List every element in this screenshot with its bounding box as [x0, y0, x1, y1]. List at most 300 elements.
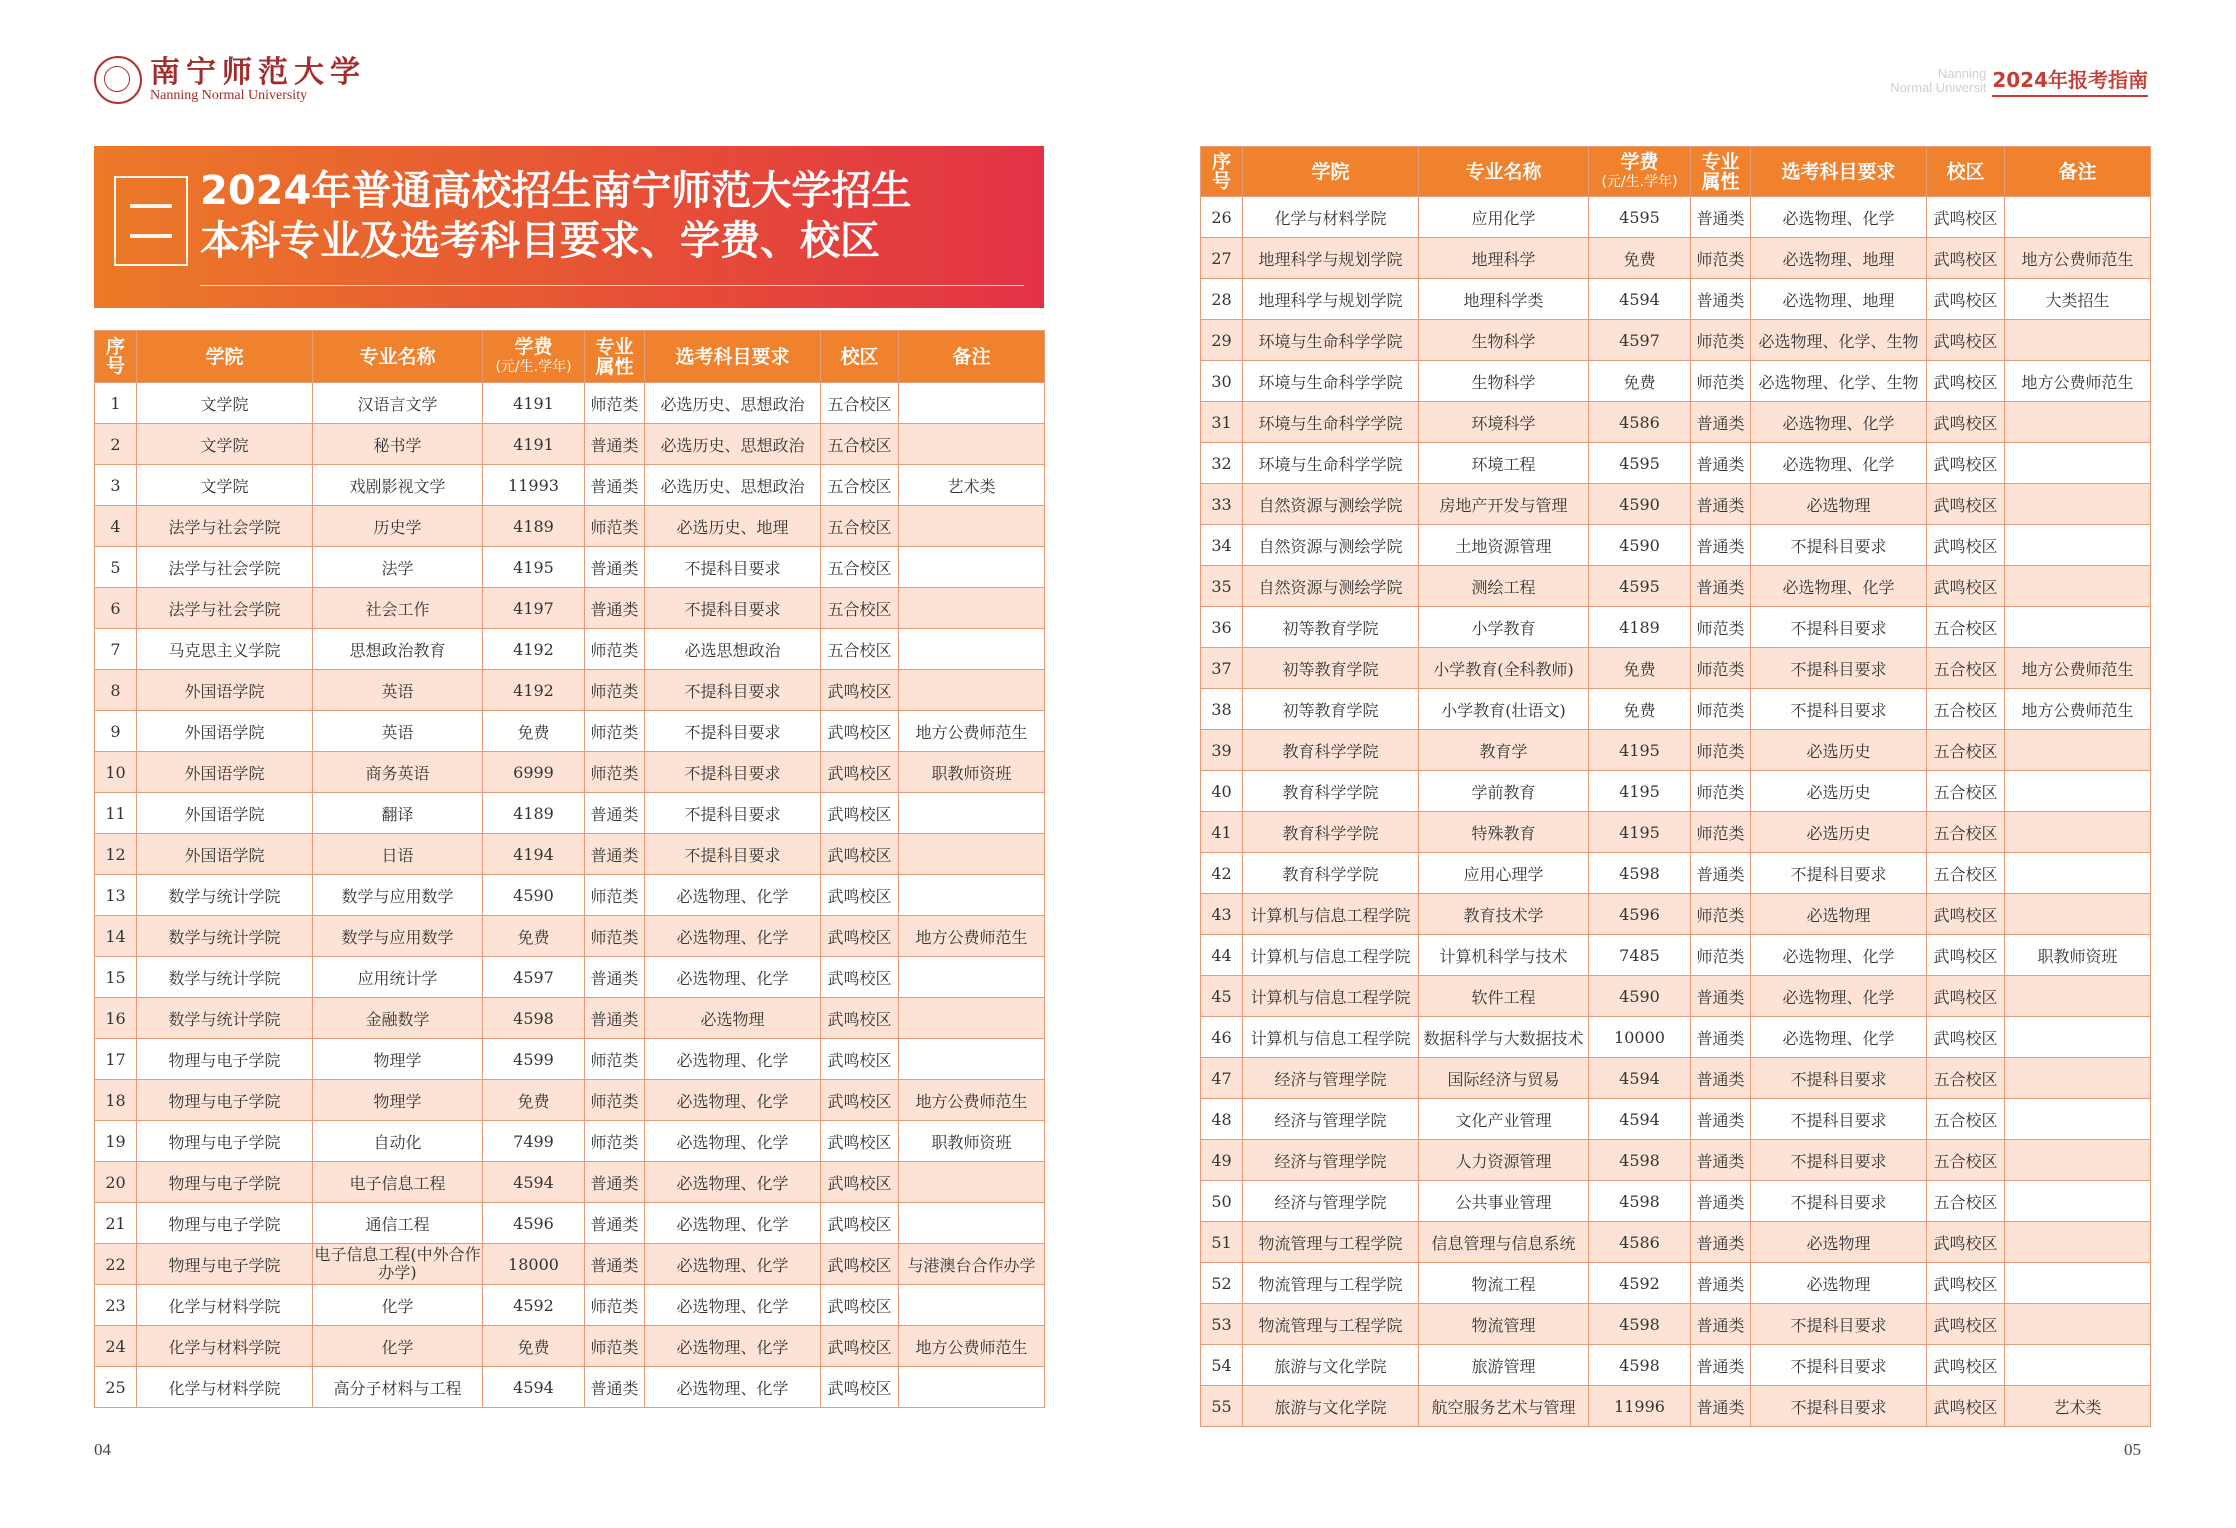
th-fee: [1589, 147, 1691, 197]
cell-seq: 4: [95, 506, 137, 547]
cell-college: 外国语学院: [137, 711, 313, 752]
table-row: [95, 1326, 1045, 1367]
cell-attr: 普通类: [1691, 484, 1751, 525]
cell-subjects: 必选历史、思想政治: [645, 383, 821, 424]
cell-fee: 7485: [1589, 935, 1691, 976]
cell-note: [2005, 1222, 2151, 1263]
cell-subjects: 不提科目要求: [1751, 1140, 1927, 1181]
cell-subjects: 必选历史: [1751, 771, 1927, 812]
cell-subjects: 必选物理: [645, 998, 821, 1039]
cell-fee: 4586: [1589, 1222, 1691, 1263]
cell-fee: 免费: [483, 1326, 585, 1367]
cell-campus: 武鸣校区: [1927, 361, 2005, 402]
table-row: [1201, 935, 2151, 976]
cell-note: [899, 834, 1045, 875]
cell-campus: 武鸣校区: [1927, 1386, 2005, 1427]
cell-fee: 4594: [1589, 279, 1691, 320]
table-row: [95, 834, 1045, 875]
cell-note: [899, 629, 1045, 670]
cell-seq: 38: [1201, 689, 1243, 730]
table-row: [95, 1080, 1045, 1121]
cell-campus: 五合校区: [1927, 648, 2005, 689]
cell-subjects: 必选物理、化学: [1751, 566, 1927, 607]
cell-seq: 28: [1201, 279, 1243, 320]
cell-note: [899, 875, 1045, 916]
cell-fee: 4194: [483, 834, 585, 875]
cell-seq: 43: [1201, 894, 1243, 935]
cell-subjects: 不提科目要求: [645, 793, 821, 834]
cell-major: 物流管理: [1419, 1304, 1589, 1345]
cell-note: 职教师资班: [2005, 935, 2151, 976]
cell-attr: 普通类: [1691, 279, 1751, 320]
cell-college: 初等教育学院: [1243, 689, 1419, 730]
cell-college: 数学与统计学院: [137, 957, 313, 998]
cell-fee: 4594: [483, 1367, 585, 1408]
cell-attr: 普通类: [1691, 525, 1751, 566]
cell-seq: 34: [1201, 525, 1243, 566]
cell-note: [899, 383, 1045, 424]
cell-subjects: 必选思想政治: [645, 629, 821, 670]
cell-major: 数学与应用数学: [313, 875, 483, 916]
th-fee-text: (元/生.学年): [495, 358, 572, 375]
cell-major: 自动化: [313, 1121, 483, 1162]
cell-campus: 武鸣校区: [1927, 1304, 2005, 1345]
cell-note: [2005, 1345, 2151, 1386]
cell-subjects: 必选物理、化学: [1751, 402, 1927, 443]
cell-fee: 4592: [1589, 1263, 1691, 1304]
cell-major: 信息管理与信息系统: [1419, 1222, 1589, 1263]
cell-seq: 11: [95, 793, 137, 834]
cell-campus: 武鸣校区: [821, 1326, 899, 1367]
cell-subjects: 不提科目要求: [645, 588, 821, 629]
banner-line-2: 本科专业及选考科目要求、学费、校区: [200, 218, 880, 264]
cell-college: 旅游与文化学院: [1243, 1345, 1419, 1386]
cell-college: 计算机与信息工程学院: [1243, 976, 1419, 1017]
th-fee-text: 学费: [1620, 150, 1659, 173]
cell-attr: 普通类: [585, 1367, 645, 1408]
cell-note: 职教师资班: [899, 1121, 1045, 1162]
cell-major: 法学: [313, 547, 483, 588]
cell-attr: 师范类: [585, 1326, 645, 1367]
cell-attr: 师范类: [1691, 320, 1751, 361]
cell-campus: 五合校区: [821, 465, 899, 506]
section-number-two-icon: [114, 176, 188, 266]
cell-note: [899, 793, 1045, 834]
cell-attr: 普通类: [585, 834, 645, 875]
cell-fee: 4191: [483, 424, 585, 465]
cell-campus: 武鸣校区: [1927, 525, 2005, 566]
table-row: [1201, 1140, 2151, 1181]
table-row: [1201, 484, 2151, 525]
cell-attr: 普通类: [1691, 1386, 1751, 1427]
cell-attr: 普通类: [585, 465, 645, 506]
cell-major: 人力资源管理: [1419, 1140, 1589, 1181]
th-subjects: [645, 331, 821, 383]
table-row: [95, 629, 1045, 670]
table-row: [95, 1162, 1045, 1203]
table-row: [1201, 771, 2151, 812]
cell-subjects: 必选物理、化学、生物: [1751, 320, 1927, 361]
cell-seq: 32: [1201, 443, 1243, 484]
cell-fee: 4595: [1589, 197, 1691, 238]
cell-seq: 17: [95, 1039, 137, 1080]
cell-seq: 12: [95, 834, 137, 875]
cell-college: 旅游与文化学院: [1243, 1386, 1419, 1427]
table-row: [95, 383, 1045, 424]
cell-fee: 4192: [483, 629, 585, 670]
cell-campus: 武鸣校区: [1927, 1263, 2005, 1304]
cell-subjects: 必选物理、化学、生物: [1751, 361, 1927, 402]
cell-major: 计算机科学与技术: [1419, 935, 1589, 976]
th-major-text: 专业名称: [1465, 160, 1542, 183]
cell-college: 经济与管理学院: [1243, 1099, 1419, 1140]
cell-note: [899, 1203, 1045, 1244]
cell-attr: 师范类: [1691, 238, 1751, 279]
cell-note: 艺术类: [899, 465, 1045, 506]
cell-seq: 25: [95, 1367, 137, 1408]
cell-major: 高分子材料与工程: [313, 1367, 483, 1408]
cell-subjects: 必选物理: [1751, 1222, 1927, 1263]
cell-major: 商务英语: [313, 752, 483, 793]
cell-seq: 21: [95, 1203, 137, 1244]
cell-note: 地方公费师范生: [899, 711, 1045, 752]
cell-subjects: 不提科目要求: [1751, 1181, 1927, 1222]
th-note-text: 备注: [952, 345, 991, 368]
cell-college: 外国语学院: [137, 670, 313, 711]
table-row: [1201, 1058, 2151, 1099]
cell-major: 金融数学: [313, 998, 483, 1039]
th-fee-text: 学费: [514, 335, 553, 358]
th-note: [2005, 147, 2151, 197]
cell-major: 地理科学类: [1419, 279, 1589, 320]
cell-campus: 五合校区: [1927, 1181, 2005, 1222]
cell-major: 房地产开发与管理: [1419, 484, 1589, 525]
cell-campus: 武鸣校区: [1927, 1017, 2005, 1058]
cell-major: 戏剧影视文学: [313, 465, 483, 506]
cell-note: [2005, 566, 2151, 607]
cell-subjects: 必选物理、化学: [1751, 1017, 1927, 1058]
table-row: [1201, 320, 2151, 361]
cell-attr: 师范类: [1691, 771, 1751, 812]
table-row: [95, 547, 1045, 588]
table-body: [1201, 197, 2151, 1427]
cell-subjects: 不提科目要求: [1751, 1099, 1927, 1140]
cell-campus: 五合校区: [1927, 607, 2005, 648]
table-row: [95, 793, 1045, 834]
cell-note: [2005, 1263, 2151, 1304]
page-number-left: 04: [94, 1440, 111, 1459]
cell-campus: 武鸣校区: [1927, 566, 2005, 607]
cell-campus: 五合校区: [821, 547, 899, 588]
cell-subjects: 必选物理、化学: [645, 1039, 821, 1080]
cell-note: 大类招生: [2005, 279, 2151, 320]
cell-seq: 3: [95, 465, 137, 506]
cell-campus: 武鸣校区: [1927, 484, 2005, 525]
cell-fee: 免费: [1589, 689, 1691, 730]
cell-attr: 师范类: [585, 383, 645, 424]
page-number-right: 05: [2124, 1440, 2141, 1459]
cell-subjects: 必选物理、化学: [1751, 976, 1927, 1017]
cell-note: [2005, 1058, 2151, 1099]
cell-fee: 4594: [1589, 1099, 1691, 1140]
cell-fee: 4195: [1589, 730, 1691, 771]
cell-subjects: 必选物理、化学: [645, 875, 821, 916]
cell-college: 教育科学学院: [1243, 853, 1419, 894]
cell-note: [2005, 1181, 2151, 1222]
cell-major: 旅游管理: [1419, 1345, 1589, 1386]
cell-campus: 武鸣校区: [821, 916, 899, 957]
th-fee-text: (元/生.学年): [1601, 173, 1678, 190]
cell-major: 特殊教育: [1419, 812, 1589, 853]
cell-note: [2005, 402, 2151, 443]
table-row: [95, 1244, 1045, 1285]
cell-subjects: 不提科目要求: [645, 711, 821, 752]
table-row: [1201, 1017, 2151, 1058]
cell-major: 物理学: [313, 1080, 483, 1121]
th-campus: [821, 331, 899, 383]
table-row: [1201, 1345, 2151, 1386]
cell-subjects: 必选物理、化学: [645, 1203, 821, 1244]
table-row: [1201, 279, 2151, 320]
cell-major: 小学教育(全科教师): [1419, 648, 1589, 689]
majors-table-left: [94, 330, 1045, 1408]
cell-subjects: 不提科目要求: [1751, 525, 1927, 566]
cell-major: 数学与应用数学: [313, 916, 483, 957]
cell-fee: 4594: [483, 1162, 585, 1203]
cell-subjects: 必选物理、化学: [645, 957, 821, 998]
table-row: [95, 998, 1045, 1039]
cell-seq: 41: [1201, 812, 1243, 853]
cell-college: 外国语学院: [137, 752, 313, 793]
cell-subjects: 不提科目要求: [1751, 1058, 1927, 1099]
th-seq: [1201, 147, 1243, 197]
cell-fee: 4192: [483, 670, 585, 711]
cell-seq: 55: [1201, 1386, 1243, 1427]
cell-attr: 普通类: [1691, 1222, 1751, 1263]
cell-college: 物理与电子学院: [137, 1121, 313, 1162]
cell-seq: 51: [1201, 1222, 1243, 1263]
cell-seq: 39: [1201, 730, 1243, 771]
cell-attr: 普通类: [1691, 1345, 1751, 1386]
cell-attr: 普通类: [1691, 1181, 1751, 1222]
cell-college: 数学与统计学院: [137, 998, 313, 1039]
th-major: [1419, 147, 1589, 197]
cell-fee: 4191: [483, 383, 585, 424]
cell-college: 化学与材料学院: [1243, 197, 1419, 238]
cell-college: 地理科学与规划学院: [1243, 238, 1419, 279]
table-row: [95, 1121, 1045, 1162]
cell-campus: 武鸣校区: [1927, 238, 2005, 279]
cell-college: 计算机与信息工程学院: [1243, 935, 1419, 976]
cell-attr: 师范类: [585, 875, 645, 916]
cell-major: 电子信息工程(中外合作办学): [313, 1244, 483, 1285]
cell-fee: 4595: [1589, 566, 1691, 607]
cell-attr: 普通类: [585, 588, 645, 629]
cell-campus: 五合校区: [1927, 1058, 2005, 1099]
cell-attr: 普通类: [1691, 853, 1751, 894]
table-row: [1201, 238, 2151, 279]
cell-seq: 36: [1201, 607, 1243, 648]
cell-subjects: 必选历史: [1751, 730, 1927, 771]
cell-note: [2005, 1140, 2151, 1181]
table-row: [1201, 197, 2151, 238]
cell-major: 物理学: [313, 1039, 483, 1080]
cell-fee: 4597: [483, 957, 585, 998]
cell-fee: 免费: [1589, 238, 1691, 279]
cell-seq: 5: [95, 547, 137, 588]
th-major: [313, 331, 483, 383]
cell-seq: 6: [95, 588, 137, 629]
guide-header: [1890, 64, 2148, 97]
cell-subjects: 必选物理、化学: [645, 1326, 821, 1367]
cell-college: 计算机与信息工程学院: [1243, 894, 1419, 935]
cell-note: [2005, 1304, 2151, 1345]
cell-attr: 普通类: [585, 1244, 645, 1285]
table-header-row: [1201, 147, 2151, 197]
cell-college: 物流管理与工程学院: [1243, 1222, 1419, 1263]
table-row: [1201, 443, 2151, 484]
cell-college: 经济与管理学院: [1243, 1140, 1419, 1181]
cell-major: 国际经济与贸易: [1419, 1058, 1589, 1099]
table-row: [1201, 648, 2151, 689]
cell-attr: 师范类: [585, 752, 645, 793]
banner-underline: [200, 285, 1024, 286]
cell-fee: 11996: [1589, 1386, 1691, 1427]
cell-subjects: 必选物理、化学: [1751, 197, 1927, 238]
cell-seq: 54: [1201, 1345, 1243, 1386]
table-row: [95, 916, 1045, 957]
cell-major: 秘书学: [313, 424, 483, 465]
cell-fee: 4595: [1589, 443, 1691, 484]
table-row: [1201, 1181, 2151, 1222]
th-attr-text: 专业: [595, 335, 634, 358]
cell-college: 环境与生命科学学院: [1243, 361, 1419, 402]
cell-fee: 6999: [483, 752, 585, 793]
cell-major: 历史学: [313, 506, 483, 547]
cell-college: 环境与生命科学学院: [1243, 443, 1419, 484]
cell-subjects: 不提科目要求: [1751, 1345, 1927, 1386]
th-seq-text: 序号: [105, 335, 125, 377]
cell-attr: 师范类: [1691, 894, 1751, 935]
cell-note: 艺术类: [2005, 1386, 2151, 1427]
cell-attr: 普通类: [585, 1162, 645, 1203]
cell-seq: 47: [1201, 1058, 1243, 1099]
cell-note: 地方公费师范生: [2005, 689, 2151, 730]
cell-subjects: 不提科目要求: [1751, 1304, 1927, 1345]
cell-fee: 7499: [483, 1121, 585, 1162]
cell-seq: 10: [95, 752, 137, 793]
cell-seq: 42: [1201, 853, 1243, 894]
cell-subjects: 必选历史、思想政治: [645, 424, 821, 465]
cell-attr: 普通类: [1691, 1058, 1751, 1099]
cell-note: [2005, 894, 2151, 935]
cell-seq: 8: [95, 670, 137, 711]
cell-campus: 五合校区: [1927, 812, 2005, 853]
cell-note: 地方公费师范生: [899, 1326, 1045, 1367]
cell-seq: 23: [95, 1285, 137, 1326]
cell-attr: 普通类: [1691, 1140, 1751, 1181]
table-row: [95, 1367, 1045, 1408]
cell-major: 物流工程: [1419, 1263, 1589, 1304]
cell-campus: 武鸣校区: [1927, 402, 2005, 443]
cell-college: 物理与电子学院: [137, 1203, 313, 1244]
cell-college: 地理科学与规划学院: [1243, 279, 1419, 320]
cell-seq: 49: [1201, 1140, 1243, 1181]
cell-college: 经济与管理学院: [1243, 1058, 1419, 1099]
cell-college: 计算机与信息工程学院: [1243, 1017, 1419, 1058]
cell-fee: 4189: [483, 506, 585, 547]
cell-attr: 普通类: [1691, 197, 1751, 238]
cell-major: 生物科学: [1419, 320, 1589, 361]
cell-subjects: 必选物理: [1751, 484, 1927, 525]
table-row: [95, 424, 1045, 465]
cell-seq: 45: [1201, 976, 1243, 1017]
cell-major: 教育学: [1419, 730, 1589, 771]
table-header-row: [95, 331, 1045, 383]
cell-fee: 4195: [1589, 771, 1691, 812]
cell-note: [2005, 525, 2151, 566]
cell-seq: 40: [1201, 771, 1243, 812]
table-row: [95, 670, 1045, 711]
cell-major: 小学教育(壮语文): [1419, 689, 1589, 730]
cell-college: 物流管理与工程学院: [1243, 1263, 1419, 1304]
cell-campus: 武鸣校区: [821, 957, 899, 998]
cell-seq: 9: [95, 711, 137, 752]
cell-fee: 4189: [483, 793, 585, 834]
cell-campus: 五合校区: [821, 424, 899, 465]
cell-major: 汉语言文学: [313, 383, 483, 424]
cell-campus: 武鸣校区: [821, 670, 899, 711]
table-row: [95, 465, 1045, 506]
table-row: [1201, 1263, 2151, 1304]
cell-campus: 武鸣校区: [1927, 1345, 2005, 1386]
header-en-2: Normal Universit: [1890, 79, 1987, 95]
cell-subjects: 必选物理、化学: [645, 1244, 821, 1285]
cell-campus: 武鸣校区: [821, 1203, 899, 1244]
logo-en: Nanning Normal University: [150, 88, 308, 103]
table-row: [1201, 894, 2151, 935]
cell-note: [2005, 443, 2151, 484]
cell-major: 英语: [313, 711, 483, 752]
cell-attr: 师范类: [1691, 812, 1751, 853]
cell-attr: 普通类: [585, 957, 645, 998]
cell-campus: 武鸣校区: [1927, 894, 2005, 935]
cell-college: 物理与电子学院: [137, 1080, 313, 1121]
cell-seq: 13: [95, 875, 137, 916]
cell-note: [2005, 812, 2151, 853]
cell-fee: 4586: [1589, 402, 1691, 443]
cell-attr: 师范类: [585, 670, 645, 711]
cell-note: [2005, 197, 2151, 238]
cell-seq: 29: [1201, 320, 1243, 361]
cell-campus: 五合校区: [1927, 771, 2005, 812]
banner-line-1: 2024年普通高校招生南宁师范大学招生: [200, 168, 912, 214]
cell-fee: 4590: [1589, 525, 1691, 566]
cell-fee: 4197: [483, 588, 585, 629]
cell-attr: 普通类: [585, 793, 645, 834]
cell-seq: 31: [1201, 402, 1243, 443]
cell-college: 初等教育学院: [1243, 607, 1419, 648]
section-banner: [94, 146, 1044, 308]
cell-seq: 1: [95, 383, 137, 424]
table-row: [1201, 361, 2151, 402]
cell-attr: 普通类: [1691, 443, 1751, 484]
cell-major: 文化产业管理: [1419, 1099, 1589, 1140]
logo-cn: 南宁师范大学: [150, 55, 366, 90]
cell-subjects: 不提科目要求: [1751, 648, 1927, 689]
cell-seq: 22: [95, 1244, 137, 1285]
table-row: [95, 1203, 1045, 1244]
